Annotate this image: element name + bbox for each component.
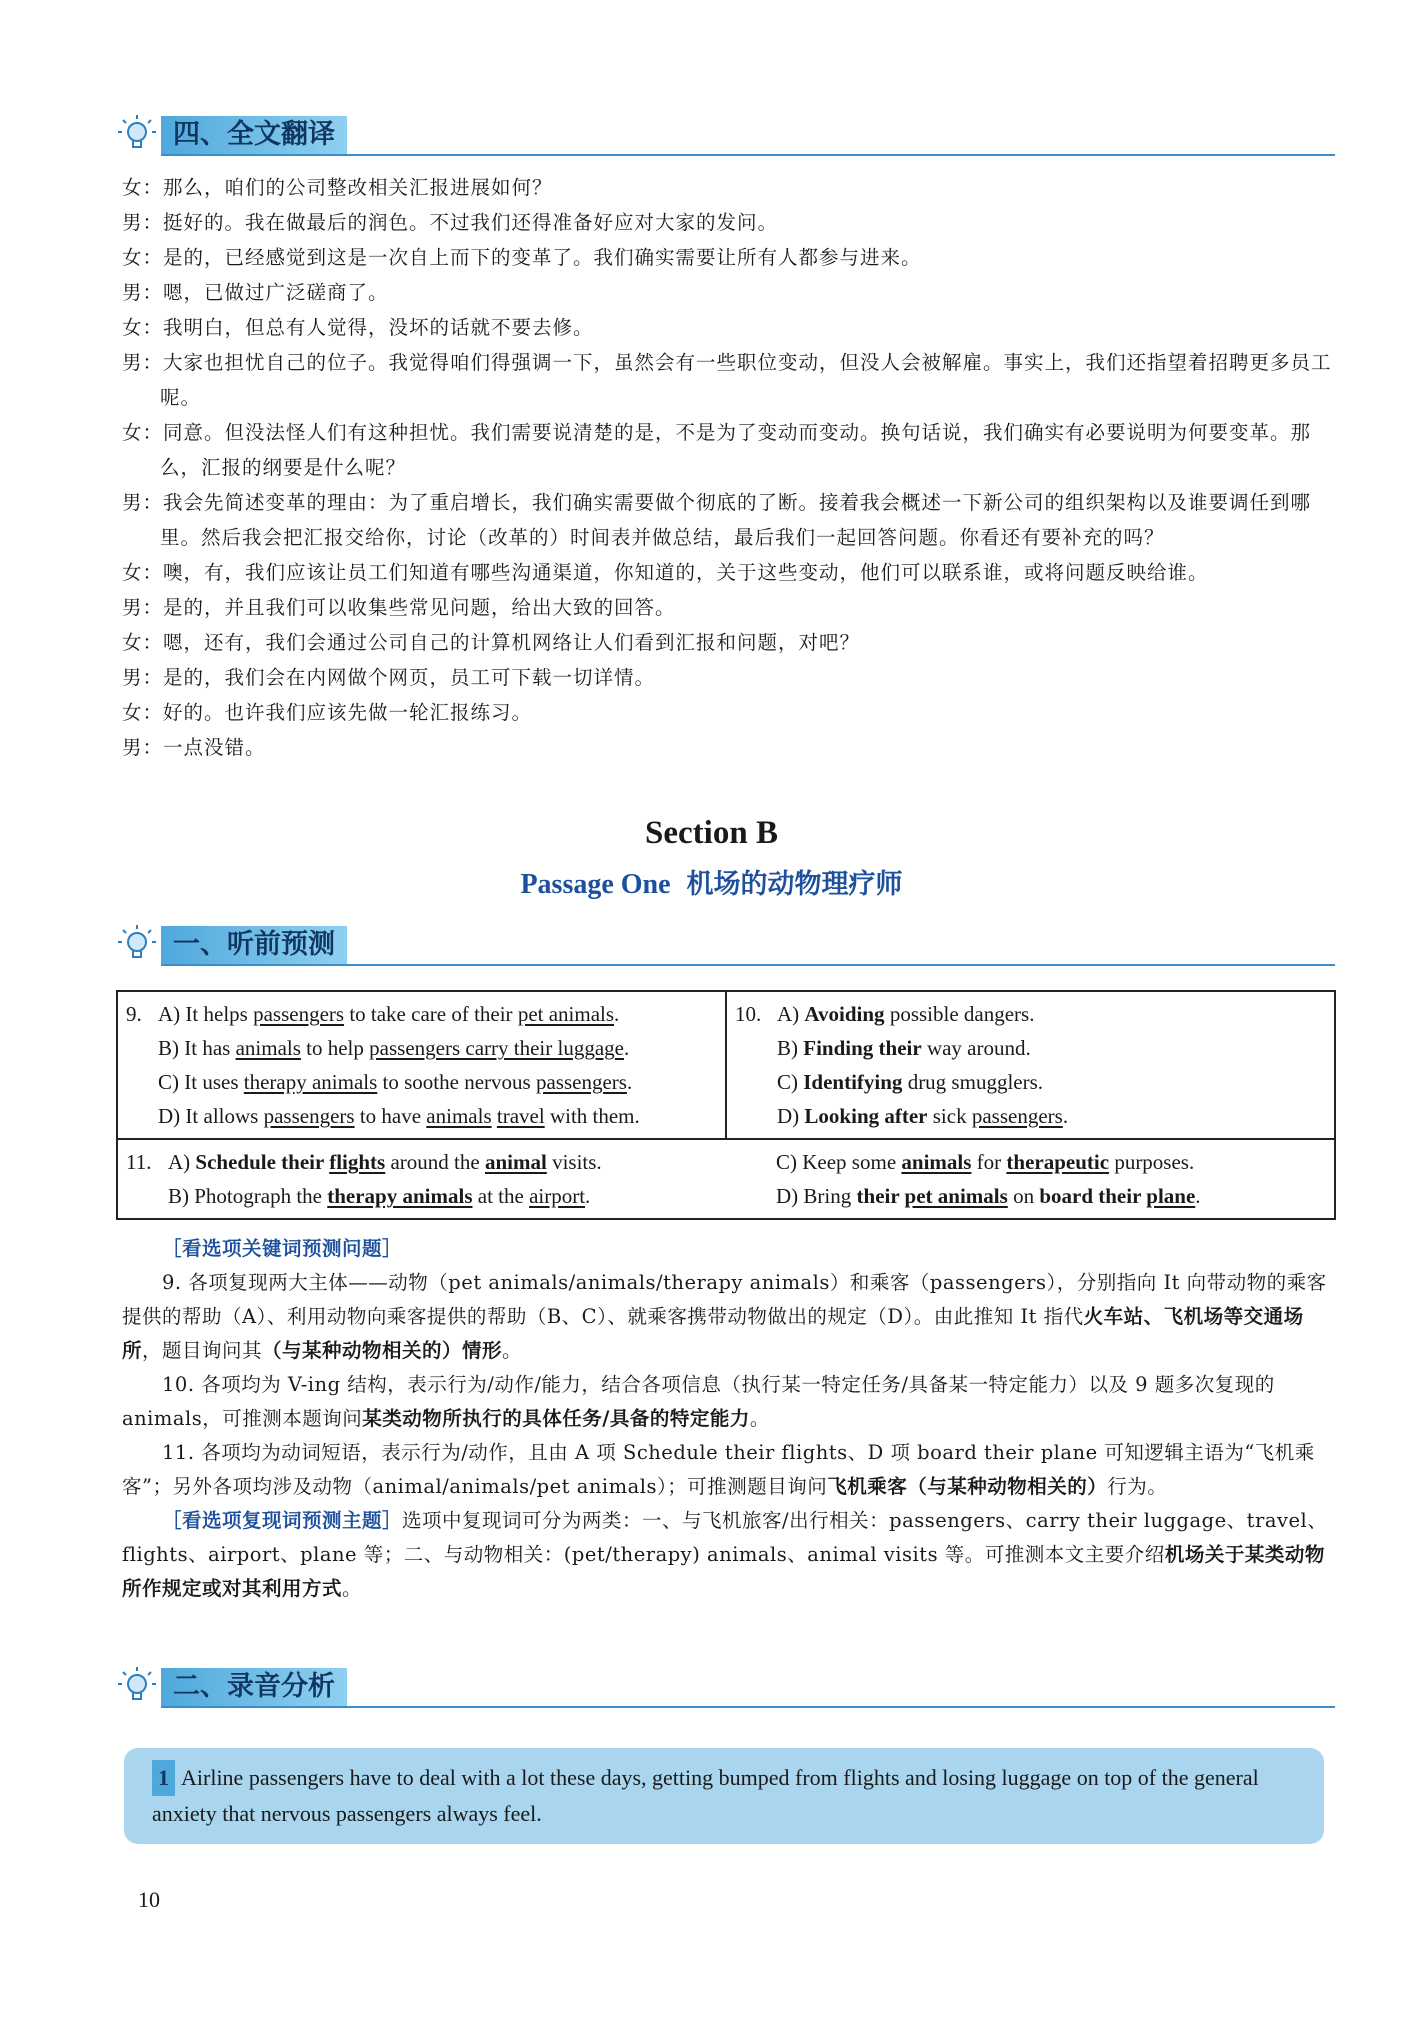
option-text: way around.: [921, 1036, 1031, 1060]
option-keyword: passengers: [263, 1104, 355, 1128]
option-line: [126, 1031, 717, 1065]
option-keyword: Finding their: [803, 1036, 922, 1060]
option-keyword: travel: [496, 1104, 545, 1128]
option-keyword: airport: [529, 1184, 586, 1208]
section-header-recording: [115, 1664, 1335, 1710]
dialogue-line: 女：嗯，还有，我们会通过公司自己的计算机网络让人们看到汇报和问题，对吧？: [122, 631, 861, 654]
section-header-translation: [115, 112, 1335, 158]
option-keyword: Avoiding: [804, 1002, 885, 1026]
section-rule: [161, 154, 1335, 156]
section-header-prediction: [115, 922, 1335, 968]
option-keyword: flights: [329, 1150, 386, 1174]
dialogue-line: 男：是的，我们会在内网做个网页，员工可下载一切详情。: [122, 666, 656, 689]
option-label: D): [777, 1104, 805, 1128]
analysis-emphasis: 某类动物所执行的具体任务/具备的特定能力: [362, 1407, 750, 1430]
option-keyword: therapy animals: [327, 1184, 473, 1208]
analysis-text: 9. 各项复现两大主体——动物（pet animals/animals/therapy animals）和乘客（passengers），分别指向 It 向带动物的乘客提供的帮助（A）、利用动物向乘客提供的帮助（B、C）、就乘客携带动物做出的规定（D）。由此推知 It 指代: [122, 1271, 1327, 1328]
question-11-left-cell: [117, 1139, 726, 1219]
section-title: 二、录音分析: [161, 1668, 347, 1706]
analysis-heading-topic: ［看选项复现词预测主题］: [162, 1509, 403, 1532]
section-title: 四、全文翻译: [161, 116, 347, 154]
option-keyword: Schedule their: [195, 1150, 330, 1174]
option-text: sick: [927, 1104, 972, 1128]
option-text: It helps: [185, 1002, 254, 1026]
question-11-right-cell: [726, 1139, 1335, 1219]
analysis-text: ，题目询问其: [142, 1339, 263, 1362]
option-keyword: animals: [426, 1104, 492, 1128]
option-text: .: [1062, 1104, 1069, 1128]
analysis-text: 选项中复现词可分为两类：一、与飞机旅客/出行相关：passengers、carry their luggage、travel、flights、airport、plane 等；二、与动物相关：(pet/therapy) animals、animal visits 等。可推测本文主要介绍: [122, 1509, 1328, 1566]
prediction-analysis: [122, 1232, 1337, 1606]
option-label: C): [158, 1070, 185, 1094]
dialogue-line: 女：那么，咱们的公司整改相关汇报进展如何？: [122, 176, 553, 199]
dialogue-line: 女：是的，已经感觉到这是一次自上而下的变革了。我们确实需要让所有人都参与进来。: [122, 246, 922, 269]
option-keyword: therapeutic: [1006, 1150, 1110, 1174]
option-line: [126, 1145, 718, 1179]
question-number: 11.: [126, 1150, 152, 1174]
dialogue-line: 男：嗯，已做过广泛磋商了。: [122, 281, 389, 304]
option-keyword: plane: [1146, 1184, 1196, 1208]
analysis-text: 11. 各项均为动词短语，表示行为/动作，且由 A 项 Schedule their flights、D 项 board their plane 可知逻辑主语为“飞机乘客”；另外各项均涉及动物（animal/animals/pet animals）；可推测题目询问: [122, 1441, 1315, 1498]
option-text: possible dangers.: [884, 1002, 1035, 1026]
analysis-emphasis: 火车站、飞机场等交通场所: [122, 1305, 1304, 1362]
analysis-text: 。: [749, 1407, 770, 1430]
analysis-emphasis: 飞机乘客（与某种动物相关的）: [827, 1475, 1108, 1498]
option-text: It uses: [184, 1070, 244, 1094]
option-text: drug smugglers.: [902, 1070, 1044, 1094]
option-line: [735, 1031, 1326, 1065]
option-text: It allows: [185, 1104, 264, 1128]
section-b-title: Section B: [645, 815, 778, 851]
option-text: on: [1007, 1184, 1040, 1208]
option-keyword: therapy animals: [243, 1070, 378, 1094]
option-keyword: animals: [901, 1150, 972, 1174]
option-label: A): [168, 1150, 196, 1174]
option-text: Photograph the: [194, 1184, 328, 1208]
recording-paragraph: Airline passengers have to deal with a lot these days, getting bumped from flights and losing luggage on top of the general anxiety that nervous passengers always feel.: [152, 1765, 1259, 1826]
option-keyword: passengers carry their luggage: [369, 1036, 624, 1060]
passage-title-en: Passage One: [520, 869, 671, 900]
option-text: with them.: [544, 1104, 640, 1128]
dialogue-line: 女：好的。也许我们应该先做一轮汇报练习。: [122, 701, 533, 724]
option-text: around the: [385, 1150, 485, 1174]
option-label: D): [776, 1184, 804, 1208]
option-keyword: pet animals: [517, 1002, 615, 1026]
option-text: It has: [184, 1036, 236, 1060]
page-number: 10: [138, 1887, 160, 1912]
analysis-emphasis: 机场关于某类动物所作规定或对其利用方式: [122, 1543, 1325, 1600]
analysis-heading-keywords: ［看选项关键词预测问题］: [162, 1237, 403, 1260]
analysis-q11: [122, 1436, 1337, 1504]
option-text: .: [623, 1036, 630, 1060]
dialogue-translation: [122, 170, 1337, 765]
option-line: [735, 1099, 1326, 1133]
option-label: B): [168, 1184, 195, 1208]
analysis-text: 10. 各项均为 V-ing 结构，表示行为/动作/能力，结合各项信息（执行某一特定任务/具备某一特定能力）以及 9 题多次复现的 animals，可推测本题询问: [122, 1373, 1275, 1430]
lightbulb-icon: [115, 1664, 161, 1710]
option-keyword: Identifying: [803, 1070, 903, 1094]
option-keyword: passengers: [535, 1070, 627, 1094]
question-10-cell: [726, 991, 1335, 1139]
option-line: [735, 1065, 1326, 1099]
dialogue-line: 男：我会先简述变革的理由：为了重启增长，我们确实需要做个彻底的了断。接着我会概述一下新公司的组织架构以及谁要调任到哪里。然后我会把汇报交给你，讨论（改革的）时间表并做总结，最后我们一起回答问题。你看还有要补充的吗？: [122, 491, 1312, 549]
option-text: at the: [472, 1184, 530, 1208]
analysis-emphasis: （与某种动物相关的）情形: [262, 1339, 503, 1362]
option-text: .: [614, 1002, 620, 1026]
dialogue-line: 男：挺好的。我在做最后的润色。不过我们还得准备好应对大家的发问。: [122, 211, 779, 234]
option-text: to soothe nervous: [377, 1070, 536, 1094]
section-rule: [161, 1706, 1335, 1708]
option-keyword: passengers: [971, 1104, 1063, 1128]
option-label: D): [158, 1104, 186, 1128]
analysis-q10: [122, 1368, 1337, 1436]
option-line: [734, 1179, 1326, 1213]
section-title: 一、听前预测: [161, 926, 347, 964]
analysis-text: 。: [342, 1577, 363, 1600]
dialogue-line: 男：一点没错。: [122, 736, 266, 759]
option-line: [126, 1065, 717, 1099]
option-text: to help: [300, 1036, 370, 1060]
recording-box: [124, 1748, 1324, 1844]
option-keyword: board their: [1039, 1184, 1147, 1208]
option-keyword: Looking after: [804, 1104, 928, 1128]
option-keyword: animal: [484, 1150, 547, 1174]
option-text: to take care of their: [344, 1002, 518, 1026]
recording-text: [152, 1760, 1300, 1832]
option-line: [126, 997, 717, 1031]
passage-title-cn: 机场的动物理疗师: [686, 869, 903, 900]
option-text: to have: [354, 1104, 427, 1128]
option-label: C): [777, 1070, 804, 1094]
analysis-text: 。: [502, 1339, 523, 1362]
option-text: .: [626, 1070, 633, 1094]
analysis-text: 行为。: [1107, 1475, 1168, 1498]
option-label: A): [158, 1002, 186, 1026]
dialogue-line: 女：噢，有，我们应该让员工们知道有哪些沟通渠道，你知道的，关于这些变动，他们可以联系谁，或将问题反映给谁。: [122, 561, 1209, 584]
option-text: purposes.: [1109, 1150, 1195, 1174]
dialogue-line: 男：大家也担忧自己的位子。我觉得咱们得强调一下，虽然会有一些职位变动，但没人会被解雇。事实上，我们还指望着招聘更多员工呢。: [122, 351, 1332, 409]
option-text: .: [1195, 1184, 1201, 1208]
option-keyword: pet animals: [904, 1184, 1008, 1208]
question-number: 9.: [126, 1002, 142, 1026]
option-text: .: [585, 1184, 591, 1208]
option-line: [734, 1145, 1326, 1179]
question-9-cell: [117, 991, 726, 1139]
question-options-table: [116, 990, 1336, 1220]
option-line: [735, 997, 1326, 1031]
option-text: visits.: [546, 1150, 602, 1174]
lightbulb-icon: [115, 922, 161, 968]
option-text: Bring: [803, 1184, 857, 1208]
section-rule: [161, 964, 1335, 966]
option-text: for: [971, 1150, 1007, 1174]
option-label: B): [777, 1036, 804, 1060]
lightbulb-icon: [115, 112, 161, 158]
dialogue-line: 女：我明白，但总有人觉得，没坏的话就不要去修。: [122, 316, 594, 339]
dialogue-line: 男：是的，并且我们可以收集些常见问题，给出大致的回答。: [122, 596, 676, 619]
dialogue-line: 女：同意。但没法怪人们有这种担忧。我们需要说清楚的是，不是为了变动而变动。换句话说，我们确实有必要说明为何要变革。那么，汇报的纲要是什么呢？: [122, 421, 1312, 479]
recording-paragraph-number: 1: [152, 1760, 175, 1796]
option-keyword: animals: [235, 1036, 301, 1060]
option-label: B): [158, 1036, 185, 1060]
option-label: A): [777, 1002, 805, 1026]
option-text: Keep some: [802, 1150, 902, 1174]
option-line: [126, 1179, 718, 1213]
question-number: 10.: [735, 1002, 762, 1026]
passage-title: [0, 862, 1423, 901]
option-keyword: passengers: [253, 1002, 345, 1026]
option-label: C): [776, 1150, 803, 1174]
analysis-q9: [122, 1266, 1337, 1368]
option-line: [126, 1099, 717, 1133]
option-keyword: their: [856, 1184, 905, 1208]
